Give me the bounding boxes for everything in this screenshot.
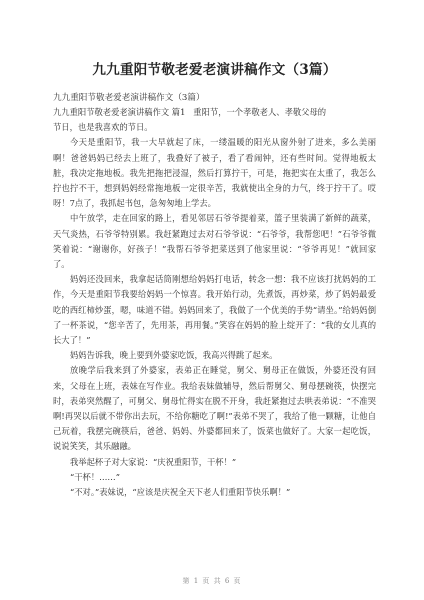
paragraph: 重阳节，一个孝敬老人、孝敬父母的 [193,107,327,117]
document-body [53,105,376,500]
paragraph: 今天是重阳节，我一大早就起了床，一缕温暖的阳光从窗外射了进来，多么美丽啊！爸爸妈妈已经去上班了，我叠好了被子，看了看闹钟，还有些时间。觉得地板太脏，我决定拖地板。我先把拖把浸湿，然后打算拧干，可是，拖把实在太重了，我怎么拧也拧不干，想到妈妈经常拖地板一定很辛苦，我就使出全身的力气，终于拧干了。哎呀！7点了，我抓起书包，急匆匆地上学去。 [53,137,376,209]
section-heading: 九九重阳节敬老爱老演讲稿作文 篇1 [53,107,186,117]
document-subtitle: 九九重阳节敬老爱老演讲稿作文（3篇） [53,93,205,103]
section-first-line [53,105,376,120]
page-number-footer: 第 1 页 共 6 页 [182,577,242,585]
document-title: 九九重阳节敬老爱老演讲稿作文（3篇） [92,62,337,78]
paragraph: 中午放学，走在回家的路上，看见邻居石爷爷提着菜，篮子里装满了新鲜的蔬菜，天气炎热，石爷爷特别累。我赶紧跑过去对石爷爷说：“石爷爷，我帮您吧！”石爷爷微笑着说：“谢谢你，好孩子！”我帮石爷爷把菜送到了他家里说：“爷爷再见！”就回家了。 [53,213,376,270]
paragraph: 节日，也是我喜欢的节日。 [53,122,153,133]
paragraph: 我举起杯子对大家说：“庆祝重阳节，干杯！” [70,456,237,467]
paragraph: 放晚学后我来到了外婆家，表弟正在睡觉，舅父、舅母正在做饭，外婆还没有回来，父母在上班，表妹在写作业。我给表妹做辅导，然后帮舅父、舅母摆碗筷，快摆完时，表弟突然醒了，可舅父、舅母忙得实在脱不开身，我赶紧抱过去哄表弟说：“不准哭啊!再哭以后就不带你出去玩，不给你糖吃了啊!”表弟不哭了，我给了他一颗糖，让他自己玩着，我摆完碗筷后，爸爸、妈妈、外婆都回来了，饭菜也做好了。大家一起吃饭，说说笑笑，其乐融融。 [53,365,376,452]
paragraph: “干杯！……” [70,471,120,482]
paragraph: 妈妈还没回来，我拿起话筒刚想给妈妈打电话，转念一想：我不应该打扰妈妈的工作，今天是重阳节我要给妈妈一个惊喜。我开始行动，先煮饭，再炒菜，炒了妈妈最爱吃的西红柿炒蛋，嗯，味道不错。妈妈回来了，我做了一个优美的手势“请坐。”给妈妈倒了一杯茶说，“您辛苦了，先用茶，再用餐。”笑容在妈妈的脸上绽开了：“我的女儿真的长大了！” [53,274,376,346]
paragraph: “不对。”表妹说，“应该是庆祝全天下老人们重阳节快乐啊！” [70,487,291,498]
paragraph: 妈妈告诉我，晚上要到外婆家吃饭，我高兴得跳了起来。 [70,350,278,361]
